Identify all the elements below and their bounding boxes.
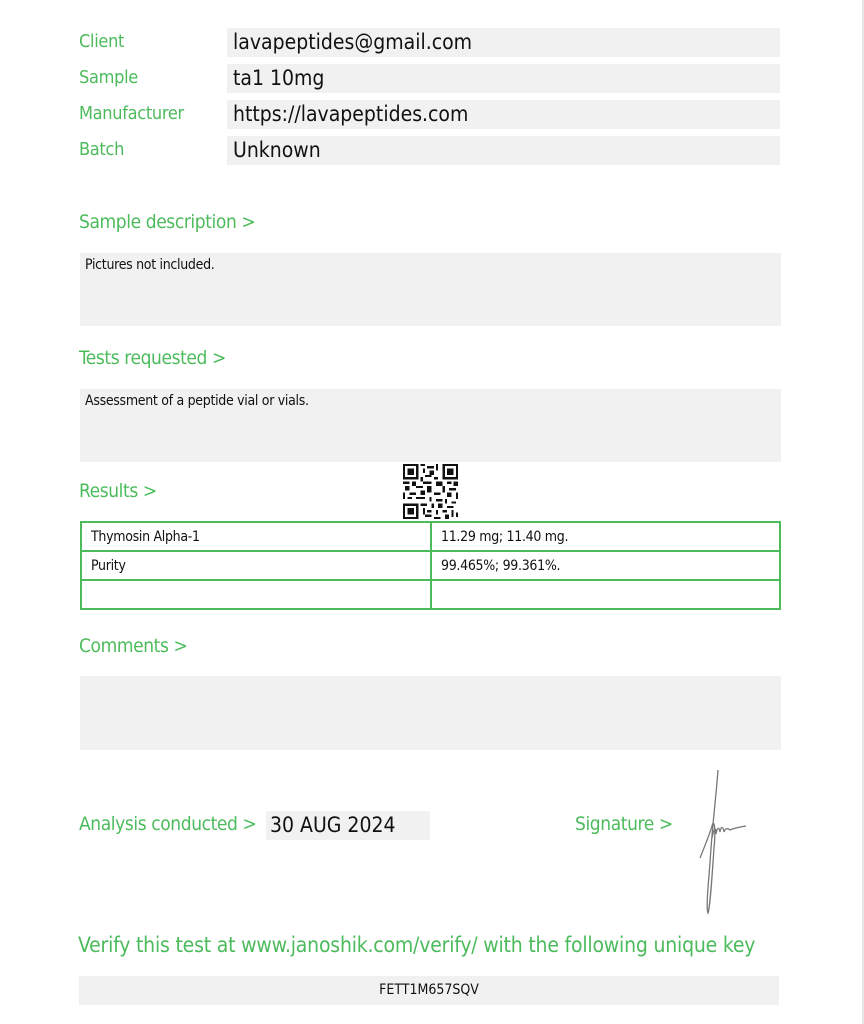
tests-requested-heading: Tests requested > [79,347,226,369]
analysis-conducted-label: Analysis conducted > [79,813,257,835]
manufacturer-value: https://lavapeptides.com [227,100,780,129]
sample-description-box [80,253,781,326]
verify-instructions: Verify this test at www.janoshik.com/verify/ with the following unique key [78,933,756,957]
signature-label: Signature > [575,813,673,835]
qr-code-icon [403,464,458,519]
comments-box [80,676,781,750]
batch-label: Batch [79,139,125,160]
unique-key: FETT1M657SQV [79,976,779,1005]
result-value-cell [431,580,780,609]
sample-description-heading: Sample description > [79,211,256,233]
client-label: Client [79,31,125,52]
result-name-cell [81,580,431,609]
analysis-date: 30 AUG 2024 [266,811,430,840]
result-name-cell: Thymosin Alpha-1 [81,522,431,551]
table-row [81,551,780,580]
client-value: lavapeptides@gmail.com [227,28,780,57]
table-row [81,522,780,551]
result-value-cell: 99.465%; 99.361%. [431,551,780,580]
sample-value: ta1 10mg [227,64,780,93]
result-name-cell: Purity [81,551,431,580]
result-value-cell: 11.29 mg; 11.40 mg. [431,522,780,551]
signature-image [690,768,770,918]
comments-heading: Comments > [79,635,188,657]
sample-label: Sample [79,67,138,88]
sample-description-text: Pictures not included. [85,257,215,273]
results-heading: Results > [79,480,157,502]
tests-requested-text: Assessment of a peptide vial or vials. [85,393,309,409]
results-table [80,521,781,610]
batch-value: Unknown [227,136,780,165]
table-row [81,580,780,609]
manufacturer-label: Manufacturer [79,103,184,124]
tests-requested-box [80,389,781,462]
